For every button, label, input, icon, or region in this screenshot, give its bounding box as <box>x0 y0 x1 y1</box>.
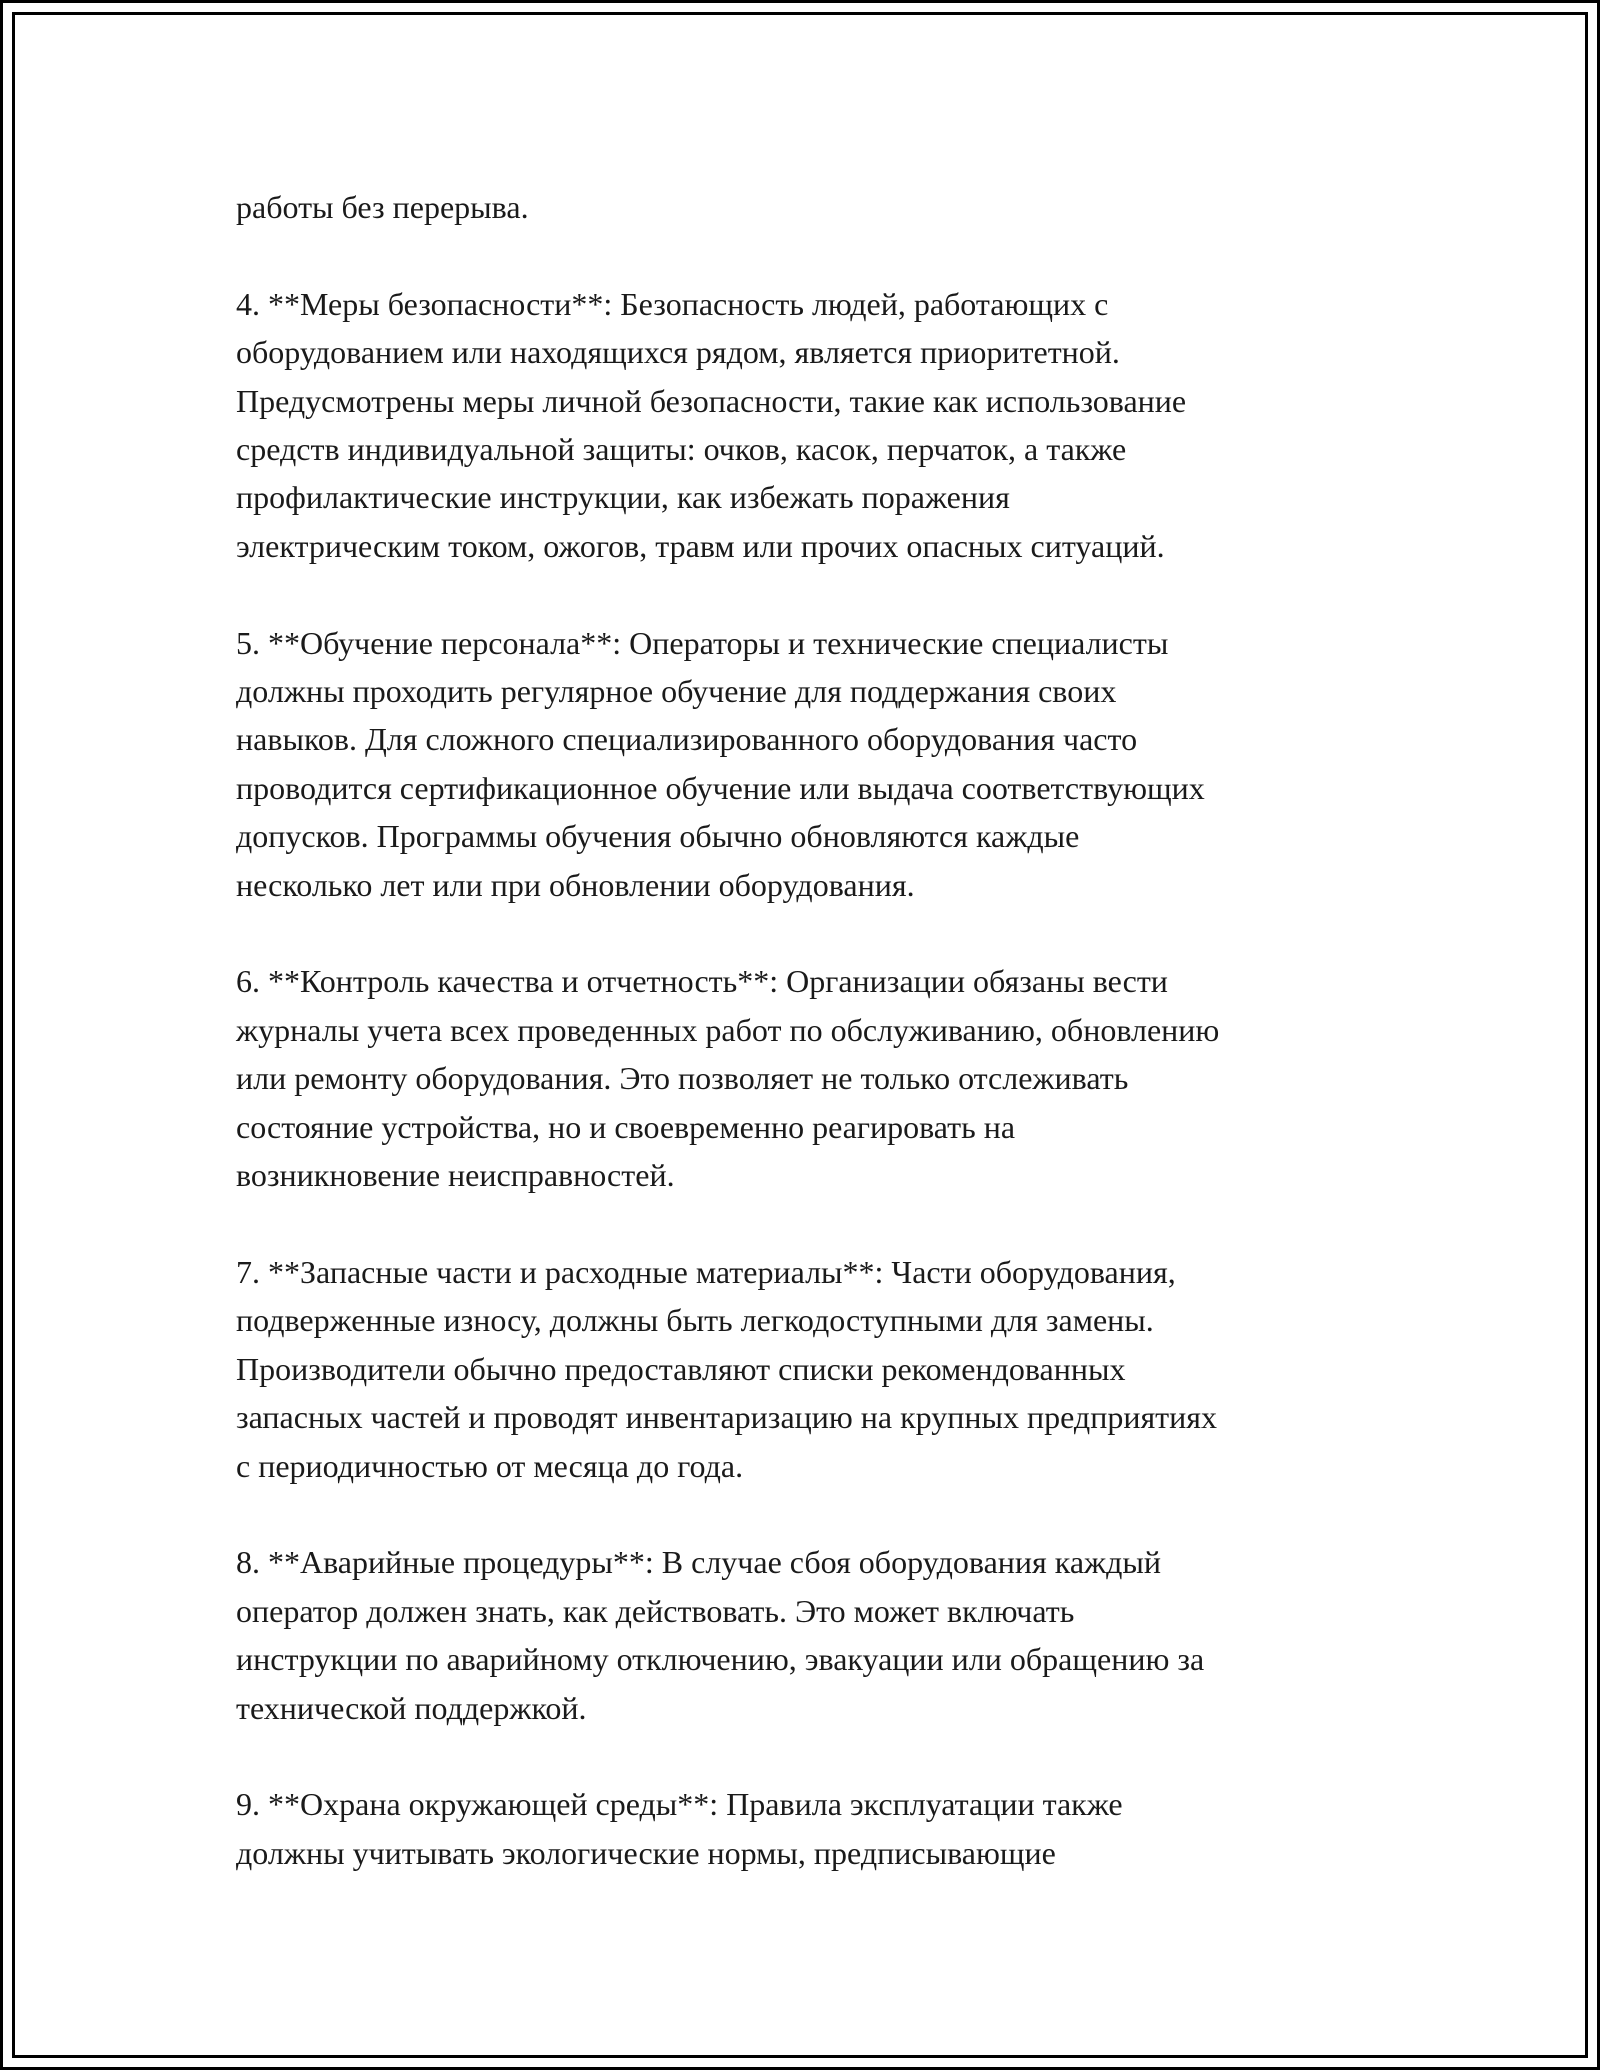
text-line: несколько лет или при обновлении оборудования. <box>236 866 915 903</box>
text-line: подверженные износу, должны быть легкодоступными для замены. <box>236 1302 1154 1339</box>
text-line: 6. **Контроль качества и отчетность**: Организации обязаны вести <box>236 963 1168 1000</box>
paragraph-item-5 <box>236 619 1406 909</box>
text-line: запасных частей и проводят инвентаризацию на крупных предприятиях <box>236 1399 1217 1436</box>
text-line: работы без перерыва. <box>236 189 529 225</box>
text-line: допусков. Программы обучения обычно обновляются каждые <box>236 818 1080 855</box>
text-line: 9. **Охрана окружающей среды**: Правила эксплуатации также <box>236 1786 1123 1823</box>
text-line: должны учитывать экологические нормы, предписывающие <box>236 1834 1056 1871</box>
paragraph-continuation <box>236 183 1406 231</box>
text-line: 5. **Обучение персонала**: Операторы и технические специалисты <box>236 624 1169 661</box>
text-line: инструкции по аварийному отключению, эвакуации или обращению за <box>236 1641 1205 1678</box>
text-line: Предусмотрены меры личной безопасности, такие как использование <box>236 382 1187 419</box>
text-line: профилактические инструкции, как избежать поражения <box>236 479 1010 516</box>
text-line: проводится сертификационное обучение или выдача соответствующих <box>236 769 1205 806</box>
text-line: 7. **Запасные части и расходные материалы**: Части оборудования, <box>236 1253 1176 1290</box>
text-line: оператор должен знать, как действовать. Это может включать <box>236 1592 1075 1629</box>
text-line: оборудованием или находящихся рядом, является приоритетной. <box>236 334 1120 371</box>
text-line: или ремонту оборудования. Это позволяет не только отслеживать <box>236 1060 1129 1097</box>
text-line: состояние устройства, но и своевременно реагировать на <box>236 1108 1016 1145</box>
text-line: 4. **Меры безопасности**: Безопасность людей, работающих с <box>236 285 1109 322</box>
text-line: средств индивидуальной защиты: очков, касок, перчаток, а также <box>236 431 1127 468</box>
text-line: должны проходить регулярное обучение для поддержания своих <box>236 673 1117 710</box>
document-body <box>236 183 1406 1877</box>
text-line: журналы учета всех проведенных работ по обслуживанию, обновлению <box>236 1011 1220 1048</box>
paragraph-item-8 <box>236 1538 1406 1732</box>
paragraph-item-9 <box>236 1780 1406 1877</box>
text-line: технической поддержкой. <box>236 1689 587 1726</box>
paragraph-item-6 <box>236 957 1406 1199</box>
paragraph-item-7 <box>236 1248 1406 1490</box>
text-line: навыков. Для сложного специализированного оборудования часто <box>236 721 1138 758</box>
paragraph-item-4 <box>236 280 1406 570</box>
text-line: электрическим током, ожогов, травм или прочих опасных ситуаций. <box>236 527 1165 564</box>
text-line: с периодичностью от месяца до года. <box>236 1447 744 1484</box>
text-line: возникновение неисправностей. <box>236 1157 675 1194</box>
text-line: Производители обычно предоставляют списки рекомендованных <box>236 1350 1126 1387</box>
text-line: 8. **Аварийные процедуры**: В случае сбоя оборудования каждый <box>236 1544 1162 1581</box>
